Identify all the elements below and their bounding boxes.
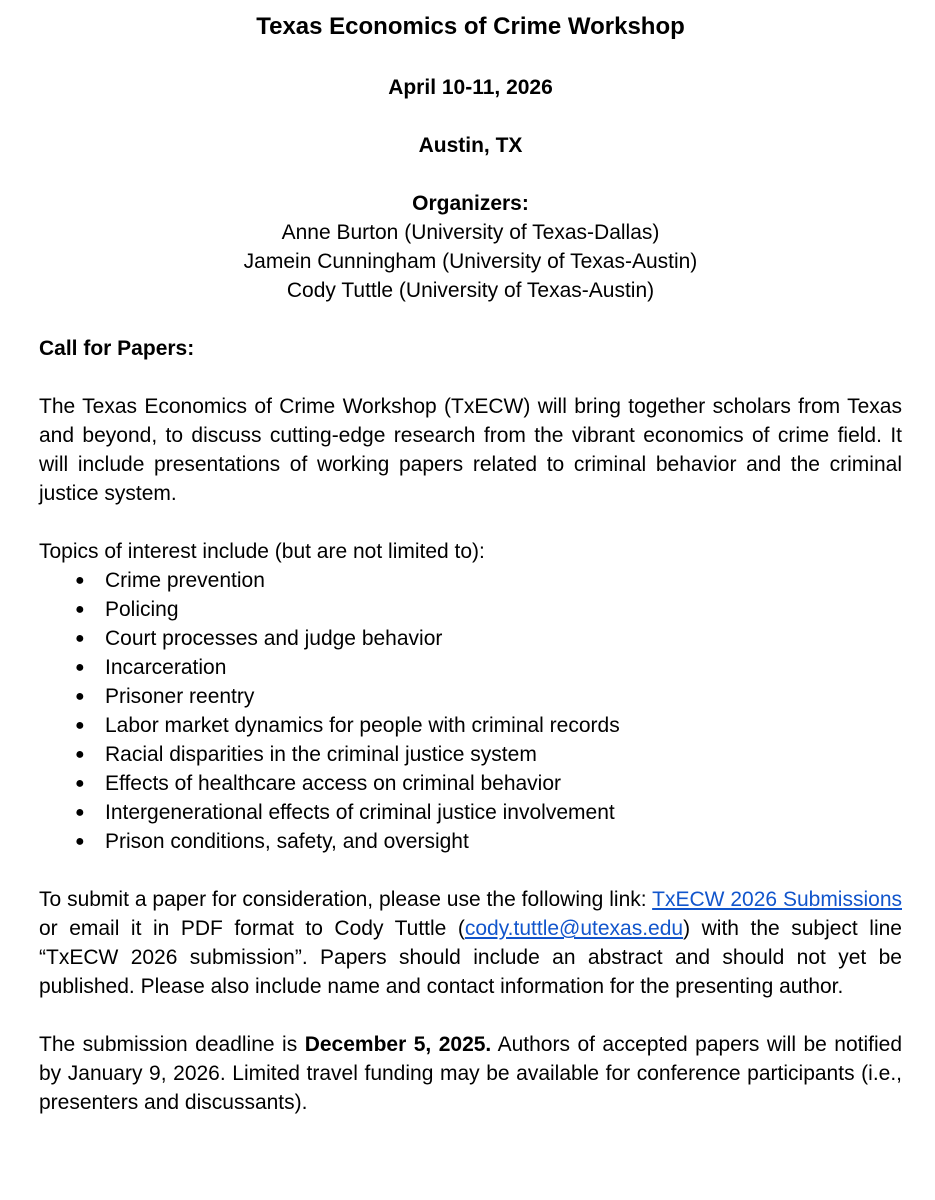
organizers-heading: Organizers: bbox=[412, 192, 529, 215]
deadline-text-1: The submission deadline is bbox=[39, 1033, 305, 1056]
event-location: Austin, TX bbox=[418, 134, 523, 157]
list-item bbox=[75, 769, 902, 798]
event-dates: April 10-11, 2026 bbox=[388, 76, 553, 99]
bullet-icon: ● bbox=[75, 572, 85, 589]
call-for-papers-heading: Call for Papers: bbox=[39, 337, 195, 360]
topic-label: Court processes and judge behavior bbox=[105, 627, 443, 650]
topic-label: Policing bbox=[105, 598, 179, 621]
topic-label: Prison conditions, safety, and oversight bbox=[105, 830, 469, 853]
submission-text-3: ) with the subject line “TxECW 2026 submission”. Papers should include an abstract and should not yet be published. Please also include name and contact information for the presenting author. bbox=[39, 917, 902, 998]
intro-paragraph: The Texas Economics of Crime Workshop (TxECW) will bring together scholars from Texas and beyond, to discuss cutting-edge research from the vibrant economics of crime field. It will include presentations of working papers related to criminal behavior and the criminal justice system. bbox=[39, 395, 902, 505]
bullet-icon: ● bbox=[75, 804, 85, 821]
submissions-link[interactable]: TxECW 2026 Submissions bbox=[652, 888, 902, 911]
submission-text-2: or email it in PDF format to Cody Tuttle ( bbox=[39, 917, 465, 940]
bullet-icon: ● bbox=[75, 775, 85, 792]
deadline-date: December 5, 2025. bbox=[304, 1033, 492, 1056]
list-item bbox=[75, 798, 902, 827]
bullet-icon: ● bbox=[75, 688, 85, 705]
topic-label: Crime prevention bbox=[105, 569, 265, 592]
organizers-section bbox=[39, 189, 902, 305]
topic-label: Intergenerational effects of criminal justice involvement bbox=[105, 801, 615, 824]
email-link[interactable]: cody.tuttle@utexas.edu bbox=[464, 917, 684, 940]
deadline-text-2: Authors of accepted papers will be notified by January 9, 2026. Limited travel funding may be available for conference participants (i.e., presenters and discussants). bbox=[39, 1033, 903, 1114]
organizer-cody-tuttle: Cody Tuttle (University of Texas-Austin) bbox=[286, 279, 655, 302]
list-item bbox=[75, 740, 902, 769]
list-item bbox=[75, 711, 902, 740]
list-item bbox=[75, 682, 902, 711]
list-item bbox=[75, 653, 902, 682]
topic-label: Prisoner reentry bbox=[105, 685, 255, 708]
bullet-icon: ● bbox=[75, 630, 85, 647]
topic-label: Labor market dynamics for people with criminal records bbox=[105, 714, 620, 737]
page-title: Texas Economics of Crime Workshop bbox=[256, 13, 685, 40]
submission-text-1: To submit a paper for consideration, please use the following link: bbox=[39, 888, 653, 911]
topic-label: Effects of healthcare access on criminal behavior bbox=[105, 772, 562, 795]
bullet-icon: ● bbox=[75, 833, 85, 850]
submission-paragraph bbox=[39, 885, 902, 1001]
topic-label: Racial disparities in the criminal justice system bbox=[105, 743, 537, 766]
list-item bbox=[75, 827, 902, 856]
topics-intro: Topics of interest include (but are not limited to): bbox=[39, 540, 485, 563]
bullet-icon: ● bbox=[75, 659, 85, 676]
deadline-paragraph bbox=[39, 1030, 902, 1117]
bullet-icon: ● bbox=[75, 601, 85, 618]
topic-label: Incarceration bbox=[105, 656, 227, 679]
bullet-icon: ● bbox=[75, 717, 85, 734]
list-item bbox=[75, 624, 902, 653]
list-item bbox=[75, 566, 902, 595]
bullet-icon: ● bbox=[75, 746, 85, 763]
organizer-jamein-cunningham: Jamein Cunningham (University of Texas-Austin) bbox=[243, 250, 698, 273]
topics-list bbox=[39, 566, 902, 856]
list-item bbox=[75, 595, 902, 624]
organizer-anne-burton: Anne Burton (University of Texas-Dallas) bbox=[281, 221, 660, 244]
